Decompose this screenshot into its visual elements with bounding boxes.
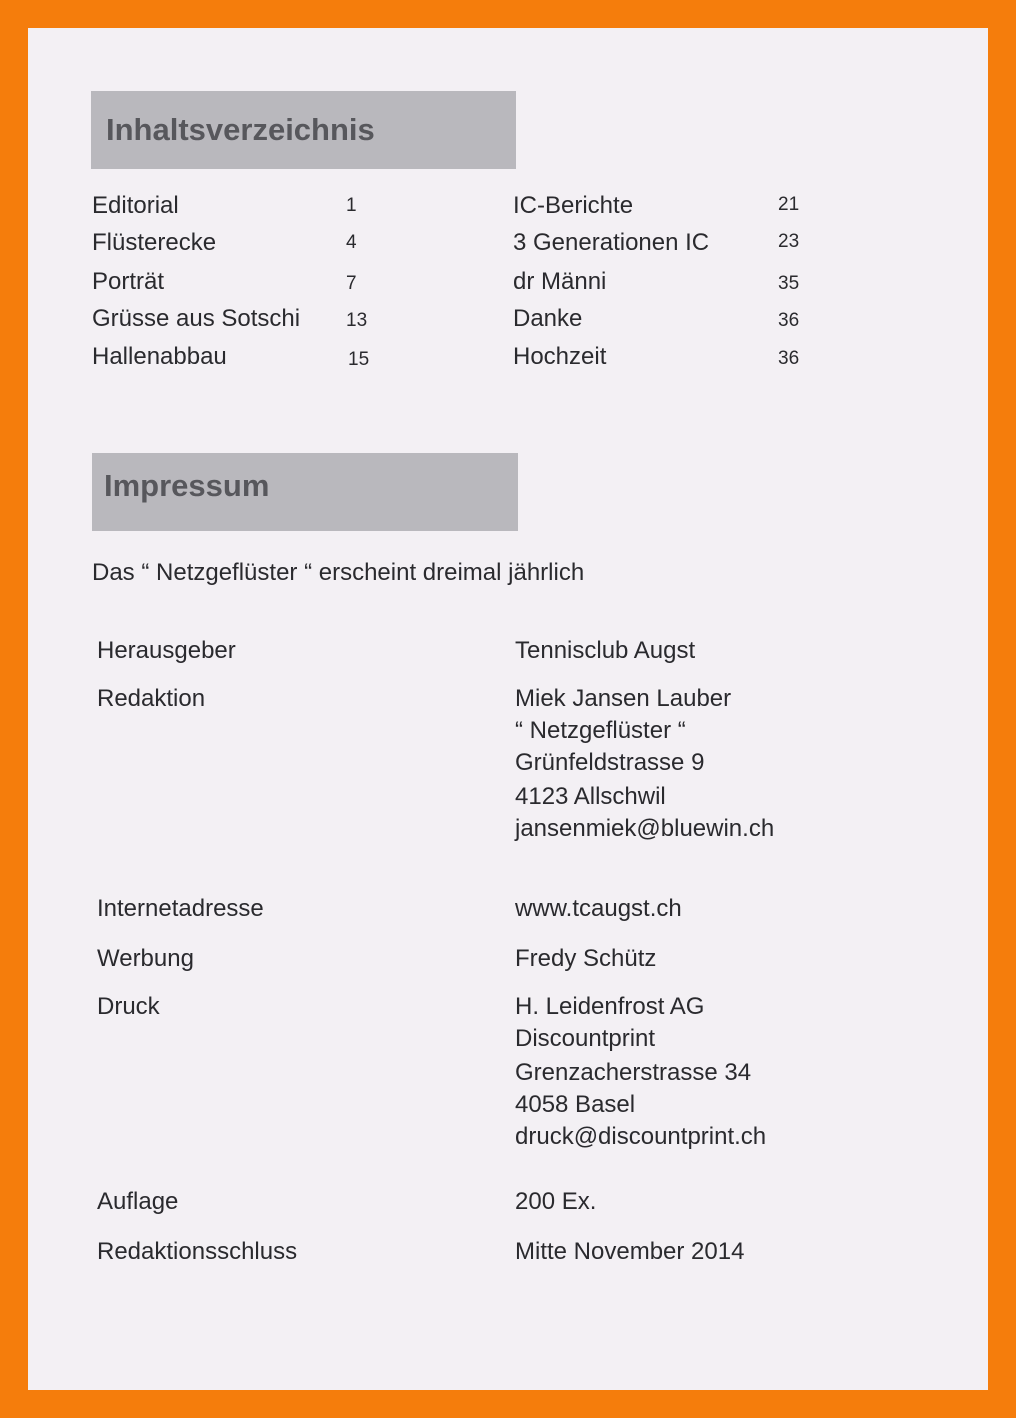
impressum-value: H. Leidenfrost AG bbox=[515, 993, 705, 1020]
impressum-value: 200 Ex. bbox=[515, 1188, 597, 1215]
impressum-title: Impressum bbox=[104, 468, 270, 503]
impressum-value: Miek Jansen Lauber bbox=[515, 685, 732, 712]
page bbox=[28, 28, 988, 1390]
toc-item-label: Editorial bbox=[92, 192, 179, 219]
impressum-value: Grünfeldstrasse 9 bbox=[515, 749, 705, 776]
toc-header bbox=[91, 91, 516, 169]
toc-item-label: Hallenabbau bbox=[92, 343, 227, 370]
toc-title: Inhaltsverzeichnis bbox=[106, 112, 375, 147]
toc-item-label: Grüsse aus Sotschi bbox=[92, 305, 301, 332]
toc-item-page: 21 bbox=[778, 194, 800, 215]
impressum-value: www.tcaugst.ch bbox=[515, 895, 682, 922]
toc-item-label: Danke bbox=[513, 305, 583, 332]
toc-item-page: 36 bbox=[778, 310, 800, 331]
impressum-value: 4123 Allschwil bbox=[515, 783, 666, 810]
impressum-value: Mitte November 2014 bbox=[515, 1238, 745, 1265]
toc-item-page: 36 bbox=[778, 348, 800, 369]
impressum-value: jansenmiek@bluewin.ch bbox=[515, 815, 775, 842]
toc-item-label: dr Männi bbox=[513, 268, 607, 295]
impressum-label: Redaktion bbox=[97, 685, 206, 712]
impressum-header bbox=[92, 453, 518, 531]
impressum-value: Discountprint bbox=[515, 1025, 656, 1052]
impressum-value: Grenzacherstrasse 34 bbox=[515, 1059, 752, 1086]
impressum-intro: Das “ Netzgeflüster “ erscheint dreimal jährlich bbox=[92, 559, 585, 586]
toc-item-page: 23 bbox=[778, 231, 800, 252]
impressum-label: Druck bbox=[97, 993, 160, 1020]
toc-item-page: 4 bbox=[346, 232, 357, 253]
toc-item-label: 3 Generationen IC bbox=[513, 229, 710, 256]
toc-item-label: Porträt bbox=[92, 268, 165, 295]
impressum-label: Internetadresse bbox=[97, 895, 264, 922]
impressum-label: Auflage bbox=[97, 1188, 179, 1215]
impressum-value: 4058 Basel bbox=[515, 1091, 636, 1118]
impressum-label: Herausgeber bbox=[97, 637, 236, 664]
toc-item-page: 35 bbox=[778, 273, 800, 294]
toc-item-page: 7 bbox=[346, 273, 357, 294]
impressum-value: “ Netzgeflüster “ bbox=[515, 717, 686, 744]
impressum-label: Redaktionsschluss bbox=[97, 1238, 298, 1265]
toc-item-label: Flüsterecke bbox=[92, 229, 217, 256]
impressum-value: Fredy Schütz bbox=[515, 945, 657, 972]
toc-item-page: 13 bbox=[346, 310, 368, 331]
impressum-label: Werbung bbox=[97, 945, 194, 972]
impressum-value: Tennisclub Augst bbox=[515, 637, 696, 664]
toc-item-label: IC-Berichte bbox=[513, 192, 634, 219]
toc-item-page: 15 bbox=[348, 349, 370, 370]
toc-item-page: 1 bbox=[346, 195, 357, 216]
impressum-value: druck@discountprint.ch bbox=[515, 1123, 767, 1150]
toc-item-label: Hochzeit bbox=[513, 343, 607, 370]
